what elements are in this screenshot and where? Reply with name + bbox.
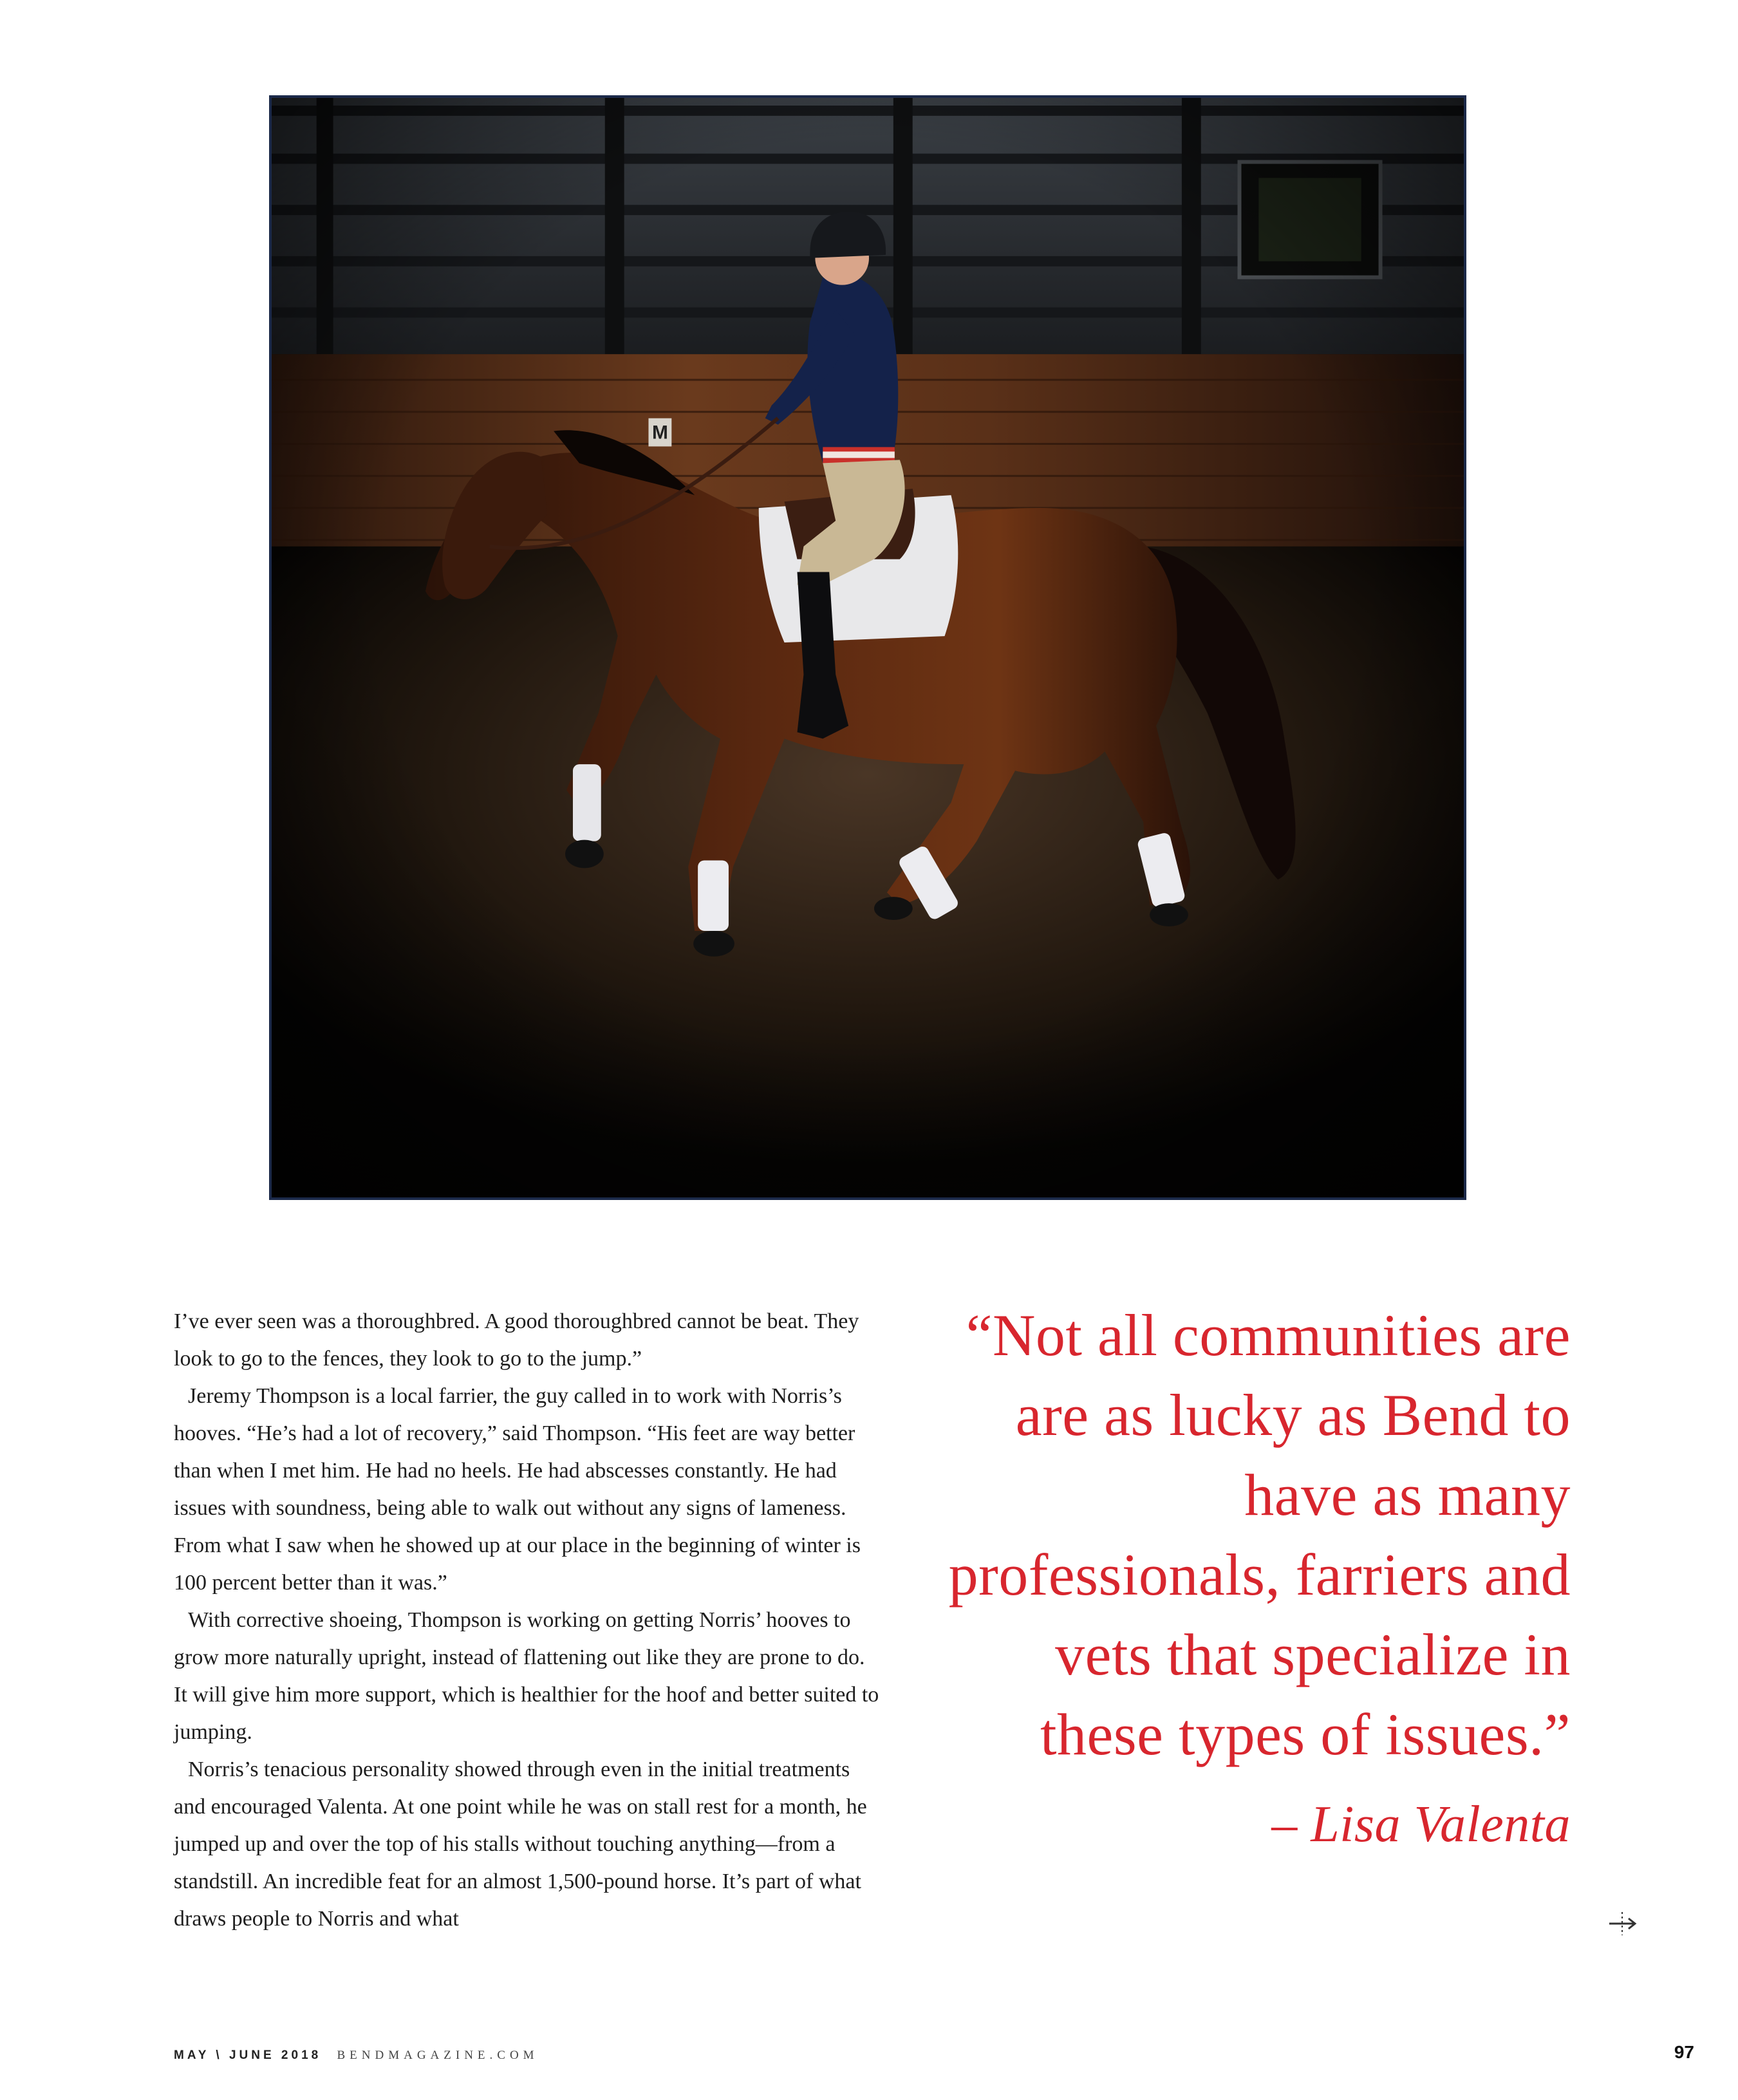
article-body — [174, 1303, 882, 1938]
pull-quote-text: “Not all communities are are as lucky as Bend to have as many professionals, farriers and vets that specialize in these types of issues.” — [948, 1302, 1571, 1767]
feature-photo — [269, 95, 1466, 1200]
horse-rider-illustration — [272, 98, 1464, 1197]
page-number: 97 — [1674, 2042, 1694, 2062]
pull-quote-attribution: – Lisa Valenta — [1271, 1796, 1571, 1853]
article-paragraph: With corrective shoeing, Thompson is working on getting Norris’ hooves to grow more naturally upright, instead of flattening out like they are prone to do. It will give him more support, which is healthier for the hoof and better suited to jumping. — [174, 1608, 879, 1744]
page-footer — [174, 2048, 539, 2063]
end-of-article-icon — [1607, 1908, 1638, 1939]
pull-quote — [927, 1295, 1571, 1857]
issue-date: MAY \ JUNE 2018 — [174, 2048, 322, 2062]
article-paragraph: I’ve ever seen was a thoroughbred. A good thoroughbred cannot be beat. They look to go to the fences, they look to go to the jump.” — [174, 1309, 859, 1371]
site-name: BENDMAGAZINE.COM — [337, 2048, 539, 2062]
article-paragraph: Jeremy Thompson is a local farrier, the guy called in to work with Norris’s hooves. “He’s had a lot of recovery,” said Thompson. “His feet are way better than when I met him. He had no heels. He had abscesses constantly. He had issues with soundness, being able to walk out without any signs of lameness. From what I saw when he showed up at our place in the beginning of winter is 100 percent better than it was.” — [174, 1384, 861, 1595]
article-paragraph: Norris’s tenacious personality showed through even in the initial treatments and encouraged Valenta. At one point while he was on stall rest for a month, he jumped up and over the top of his stalls without touching anything—from a standstill. An incredible feat for an almost 1,500-pound horse. It’s part of what draws people to Norris and what — [174, 1758, 867, 1931]
